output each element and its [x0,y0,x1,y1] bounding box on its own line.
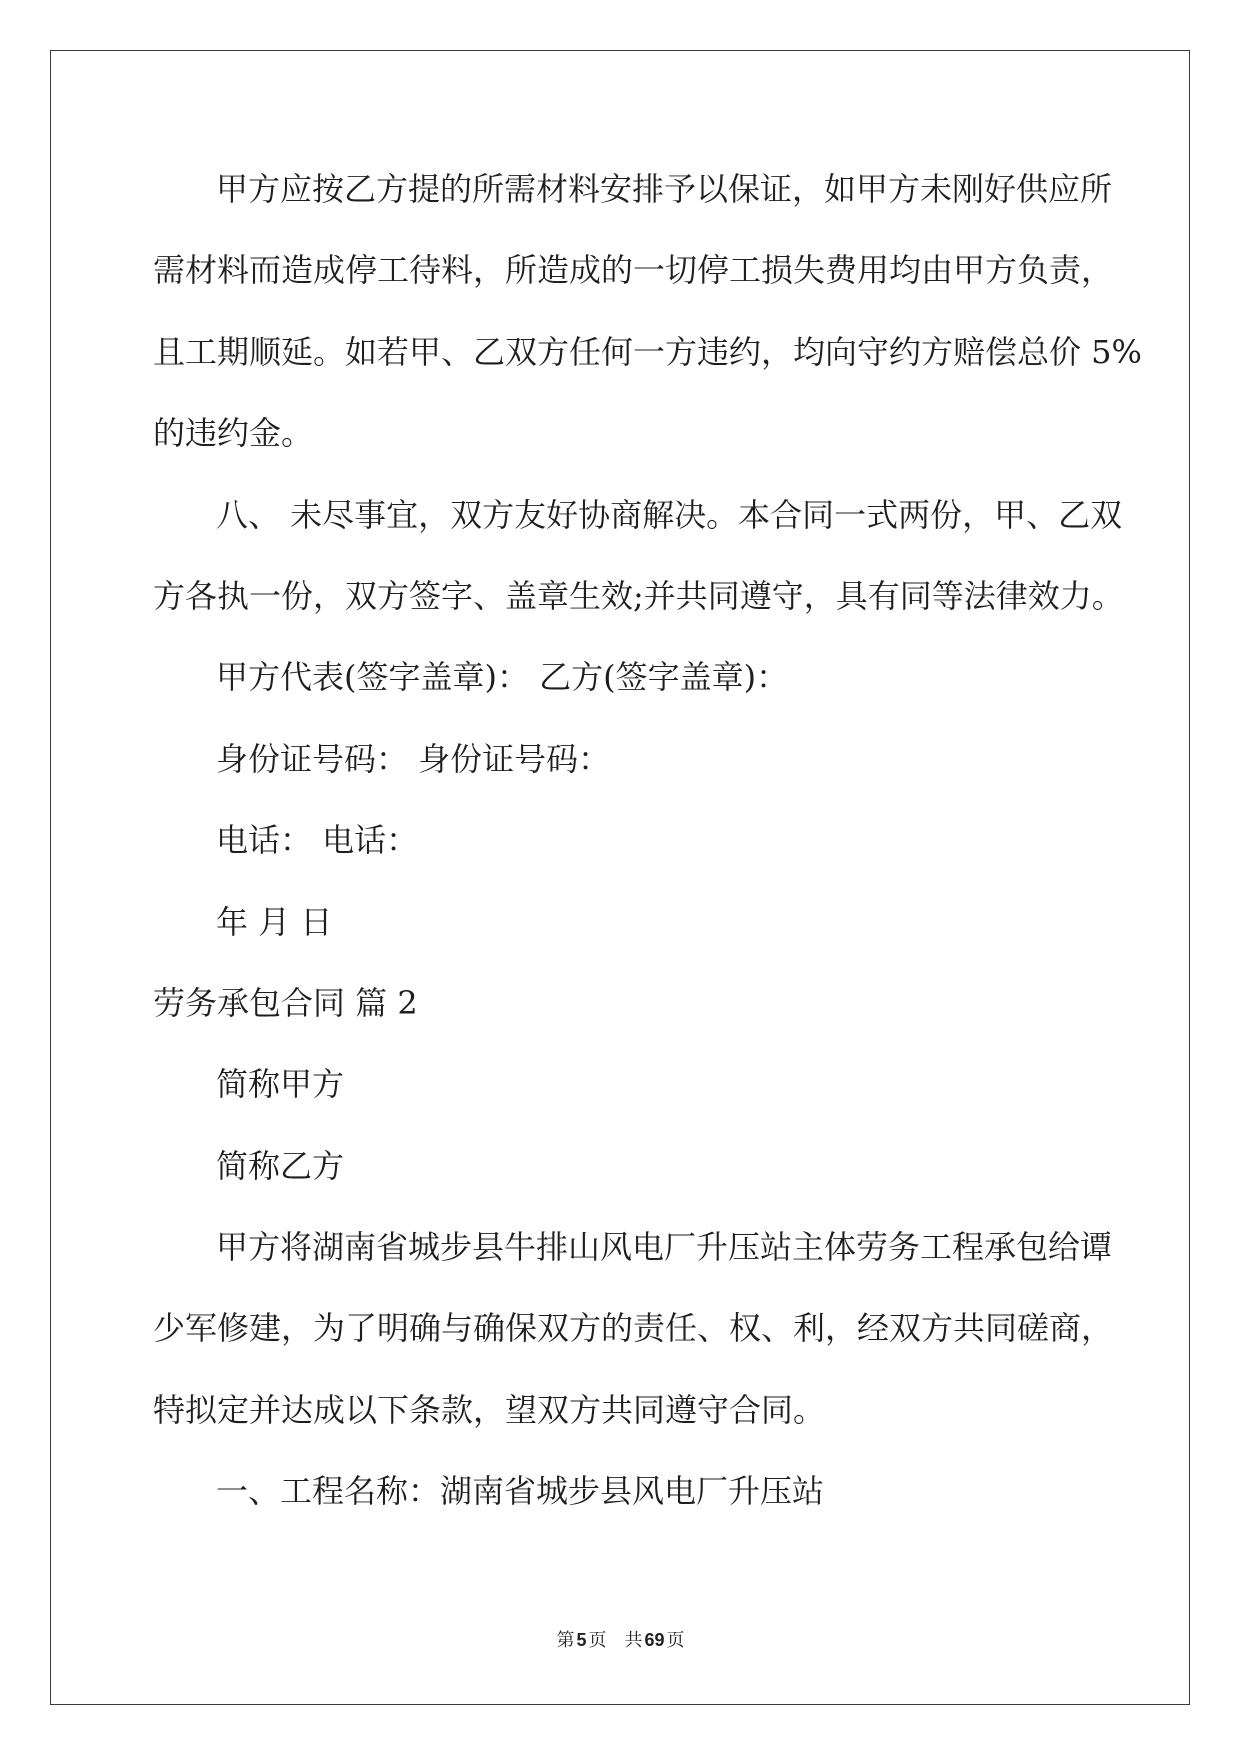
text-line: 一、工程名称：湖南省城步县风电厂升压站 [216,1472,825,1511]
total-prefix: 共 [624,1630,643,1651]
paragraph [153,1126,1163,1207]
signature-line-parties [153,637,1163,718]
text-line: 甲方应按乙方提的所需材料安排予以保证，如甲方未刚好供应所 [216,170,1113,208]
text-line: 的违约金。 [153,414,314,453]
text-line: 方各执一份，双方签字、盖章生效;并共同遵守，具有同等法律效力。 [153,576,1124,615]
signature-line-phone [153,800,1163,881]
text-line: 甲方将湖南省城步县牛排山风电厂升压站主体劳务工程承包给谭 [216,1228,1113,1267]
section-heading: 劳务承包合同 篇 2 [153,983,418,1022]
text-line: 八、 未尽事宜，双方友好协商解决。本合同一式两份，甲、乙双 [216,495,1123,534]
text-line: 年 月 日 [216,902,333,941]
signature-line-date [153,882,1163,963]
page-suffix: 页 [588,1630,607,1651]
text-line: 身份证号码： 身份证号码： [216,739,611,778]
page-prefix: 第 [556,1630,575,1651]
text-line: 特拟定并达成以下条款，望双方共同遵守合同。 [153,1390,826,1429]
paragraph [153,149,1163,475]
paragraph [153,1451,1163,1532]
text-line: 简称乙方 [216,1146,345,1185]
paragraph [153,475,1163,638]
text-line: 且工期顺延。如若甲、乙双方任何一方违约，均向守约方赔偿总价 5% [153,332,1142,371]
signature-line-id [153,719,1163,800]
paragraph [153,1044,1163,1125]
text-line: 简称甲方 [216,1065,345,1104]
page-number: 5 [576,1630,587,1650]
document-body [153,149,1163,1533]
text-line: 甲方代表(签字盖章)： 乙方(签字盖章)： [216,658,789,697]
total-suffix: 页 [666,1630,685,1651]
paragraph [153,1207,1163,1451]
text-line: 少军修建，为了明确与确保双方的责任、权、利，经双方共同磋商， [153,1309,1114,1348]
total-pages: 69 [644,1630,665,1650]
text-line: 电话： 电话： [216,821,419,860]
text-line: 需材料而造成停工待料，所造成的一切停工损失费用均由甲方负责， [153,251,1114,290]
page-footer [0,1627,1241,1654]
